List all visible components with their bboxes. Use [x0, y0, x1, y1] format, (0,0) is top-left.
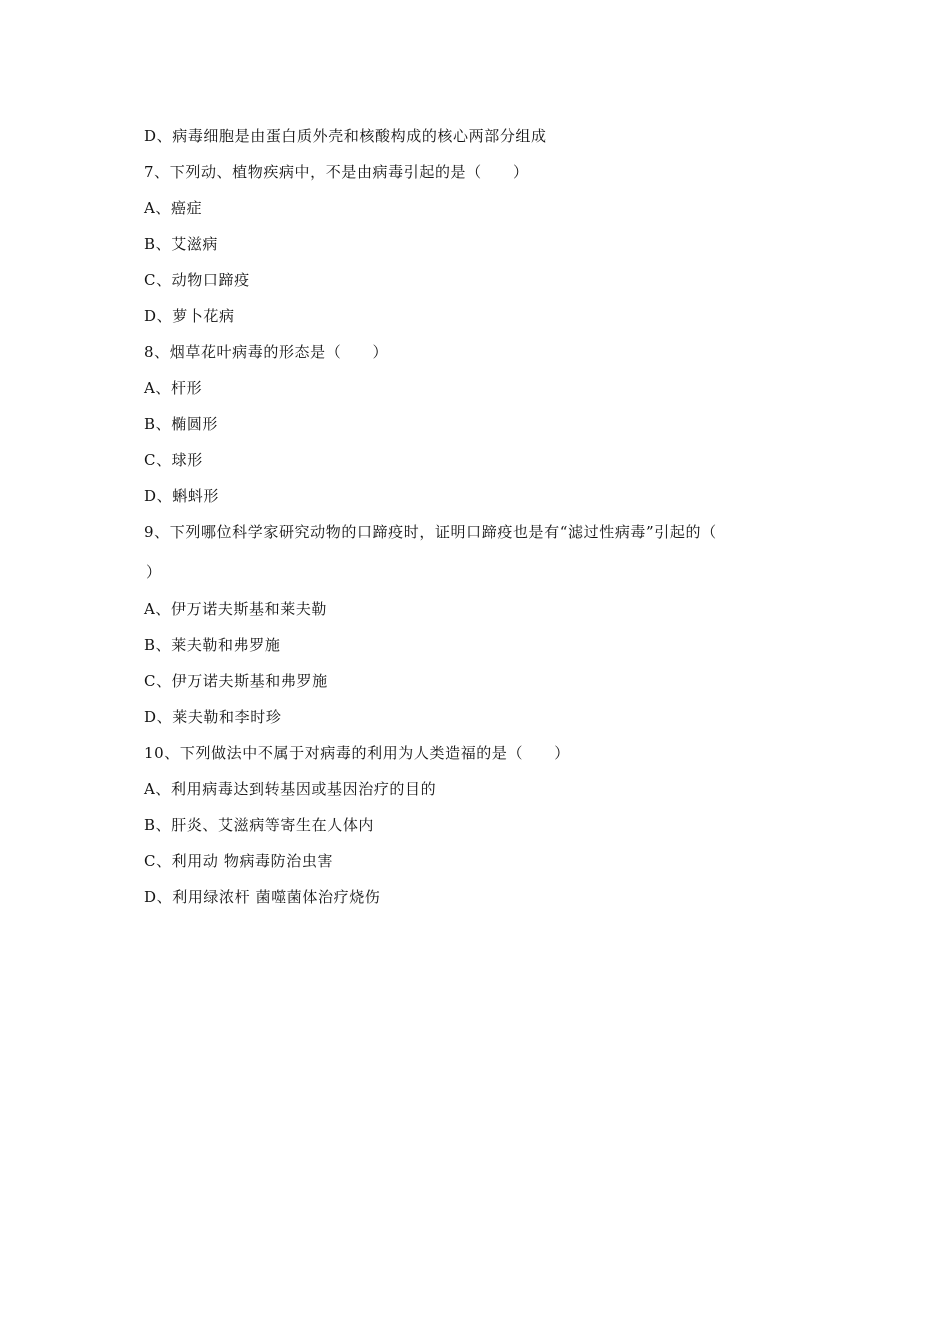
q8-stem: 8、烟草花叶病毒的形态是（ ） — [144, 343, 389, 361]
q9-option-b: B、莱夫勒和弗罗施 — [144, 636, 281, 654]
q8-option-a: A、杆形 — [144, 379, 203, 397]
q9-option-d: D、莱夫勒和李时珍 — [144, 708, 282, 726]
q6-option-d: D、病毒细胞是由蛋白质外壳和核酸构成的核心两部分组成 — [144, 127, 547, 145]
q10-stem: 10、下列做法中不属于对病毒的利用为人类造福的是（ ） — [144, 744, 570, 762]
q10-option-c: C、利用动 物病毒防治虫害 — [144, 852, 334, 870]
q10-option-b: B、肝炎、艾滋病等寄生在人体内 — [144, 816, 375, 834]
q7-option-d: D、萝卜花病 — [144, 307, 235, 325]
q9-option-a: A、伊万诺夫斯基和莱夫勒 — [144, 600, 328, 618]
q9-option-c: C、伊万诺夫斯基和弗罗施 — [144, 672, 328, 690]
q7-option-c: C、动物口蹄疫 — [144, 271, 250, 289]
q9-stem: 9、下列哪位科学家研究动物的口蹄疫时，证明口蹄疫也是有“滤过性病毒”引起的（ — [144, 523, 717, 541]
q8-option-c: C、球形 — [144, 451, 203, 469]
q7-stem: 7、下列动、植物疾病中，不是由病毒引起的是（ ） — [144, 163, 529, 181]
q8-option-d: D、蝌蚪形 — [144, 487, 220, 505]
q10-option-d: D、利用绿浓杆 菌噬菌体治疗烧伤 — [144, 888, 381, 906]
q7-option-a: A、癌症 — [144, 199, 203, 217]
q9-stem-continuation: ） — [146, 563, 162, 581]
q10-option-a: A、利用病毒达到转基因或基因治疗的目的 — [144, 780, 437, 798]
q7-option-b: B、艾滋病 — [144, 235, 219, 253]
q8-option-b: B、椭圆形 — [144, 415, 219, 433]
